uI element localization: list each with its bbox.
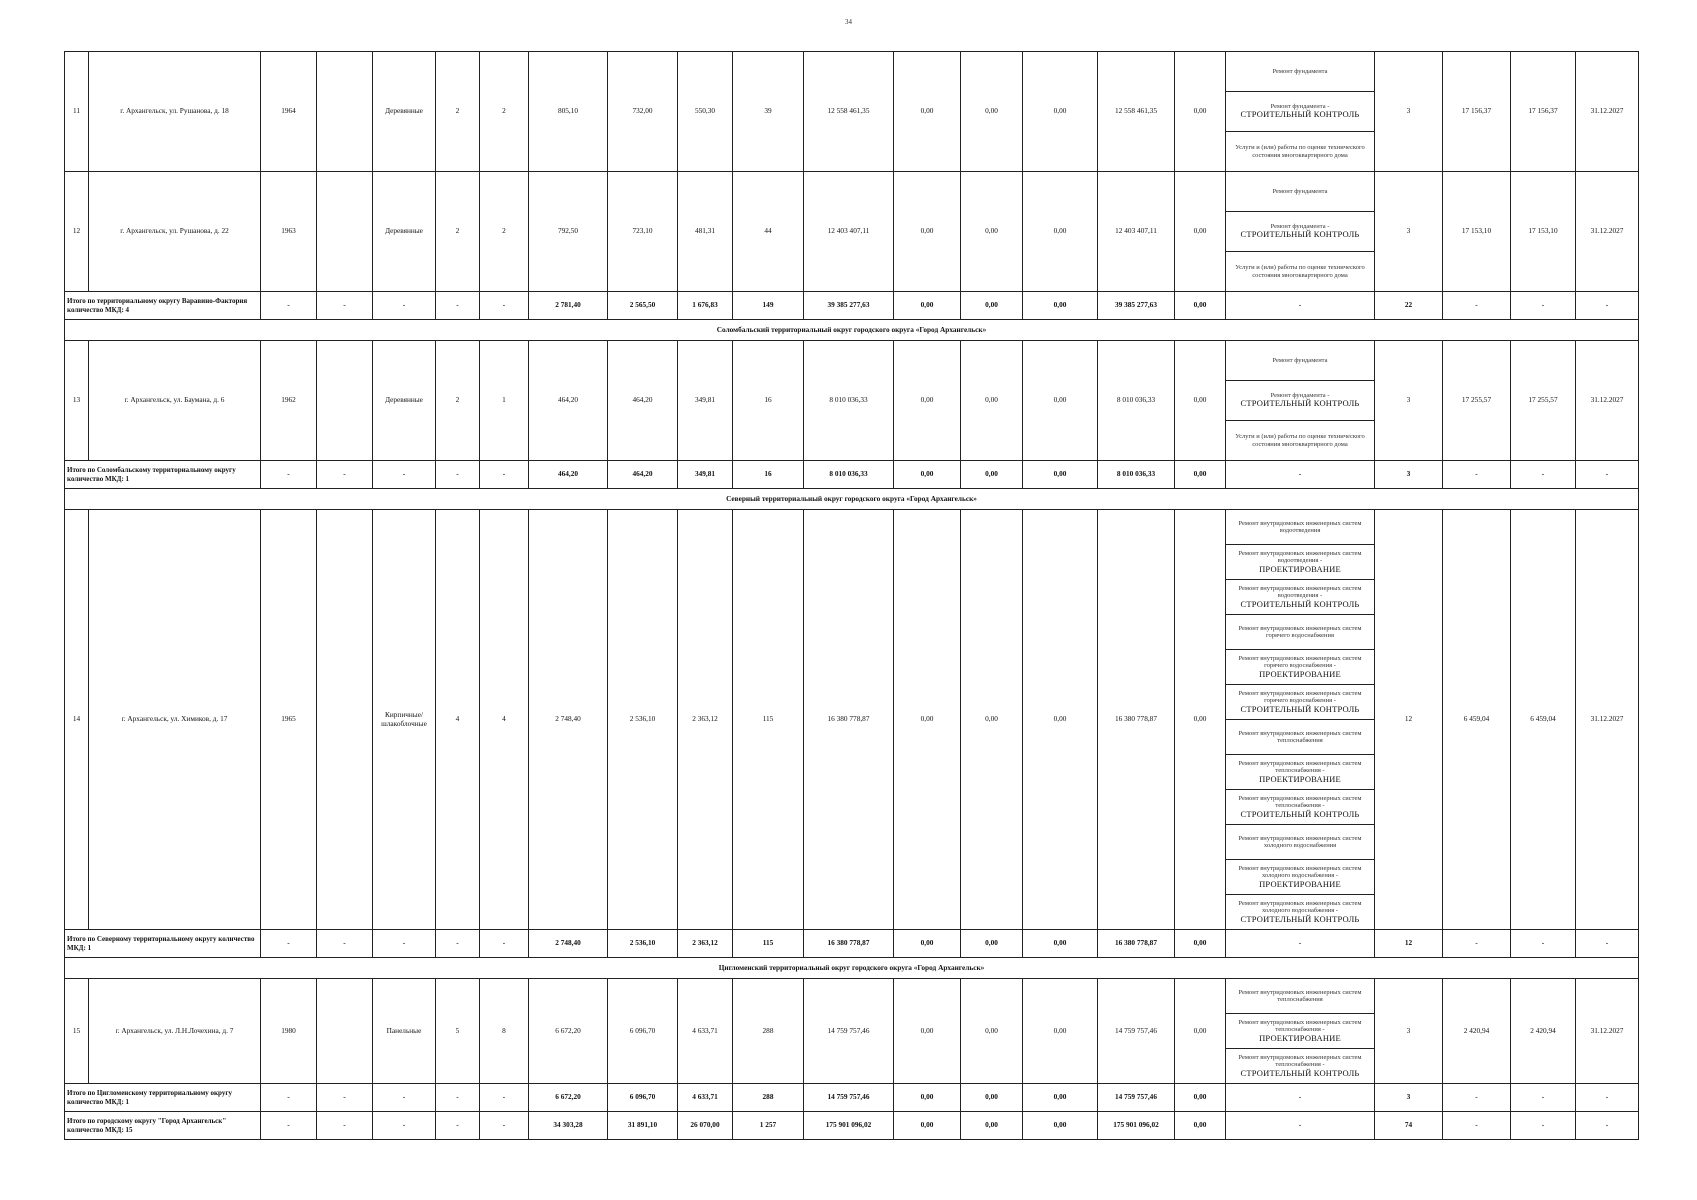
subtotal-cost-fund: 0,00 — [894, 292, 961, 320]
area-premises: 732,00 — [608, 52, 678, 172]
object-number: 15 — [65, 979, 89, 1084]
object-number: 13 — [65, 341, 89, 461]
wall-material: Панельные — [373, 979, 436, 1084]
cost-fund: 0,00 — [894, 52, 961, 172]
work-type — [1226, 615, 1375, 650]
work-type-stage: СТРОИТЕЛЬНЫЙ КОНТРОЛЬ — [1240, 398, 1360, 409]
work-type-stage: СТРОИТЕЛЬНЫЙ КОНТРОЛЬ — [1240, 703, 1360, 714]
dash-cell: - — [261, 292, 317, 320]
work-type — [1226, 790, 1375, 825]
work-type — [1226, 341, 1375, 381]
cost-fund: 0,00 — [894, 979, 961, 1084]
work-type — [1226, 172, 1375, 212]
subtotal-cost-fund: 0,00 — [894, 1084, 961, 1112]
work-type-text: Ремонт внутридомовых инженерных систем теплоснабжения — [1238, 729, 1362, 744]
year-repair — [317, 510, 373, 930]
work-type-text: Услуги и (или) работы по оценке технического состояния многоквартирного дома — [1235, 144, 1365, 159]
dash-cell: - — [1576, 1112, 1639, 1140]
cost-owners: 8 010 036,33 — [1098, 341, 1175, 461]
subtotal-area-premises: 2 536,10 — [608, 930, 678, 958]
dash-cell: - — [1443, 1084, 1511, 1112]
subtotal-cost-budget-region: 0,00 — [961, 1084, 1023, 1112]
deadline: 31.12.2027 — [1576, 172, 1639, 292]
subtotal-total-area: 2 748,40 — [529, 930, 608, 958]
work-type — [1226, 92, 1375, 132]
cost-budget-region: 0,00 — [961, 510, 1023, 930]
work-type-stage: СТРОИТЕЛЬНЫЙ КОНТРОЛЬ — [1240, 109, 1360, 120]
year-repair — [317, 172, 373, 292]
object-number: 12 — [65, 172, 89, 292]
subtotal-total-area: 6 672,20 — [529, 1084, 608, 1112]
district-header-row — [65, 489, 1639, 510]
cost-owners: 14 759 757,46 — [1098, 979, 1175, 1084]
year-built: 1965 — [261, 510, 317, 930]
dash-cell: - — [1443, 461, 1511, 489]
deadline: 31.12.2027 — [1576, 52, 1639, 172]
subtotal-label: Итого по территориальному округу Варавино-Фактория количество МКД: 4 — [65, 292, 261, 320]
deadline: 31.12.2027 — [1576, 979, 1639, 1084]
subtotal-residents: 149 — [733, 292, 804, 320]
work-type-text: Услуги и (или) работы по оценке технического состояния многоквартирного дома — [1235, 433, 1365, 448]
dash-cell: - — [1443, 292, 1511, 320]
subtotal-cost-budget-local: 0,00 — [1023, 1112, 1098, 1140]
cost-owners: 12 558 461,35 — [1098, 52, 1175, 172]
unit-cost: 2 420,94 — [1443, 979, 1511, 1084]
dash-cell: - — [317, 1112, 373, 1140]
area-premises: 464,20 — [608, 341, 678, 461]
subtotal-residents: 1 257 — [733, 1112, 804, 1140]
subtotal-cost-fund: 0,00 — [894, 1112, 961, 1140]
work-type — [1226, 381, 1375, 421]
subtotal-works-count: 12 — [1375, 930, 1443, 958]
cost-total: 14 759 757,46 — [804, 979, 894, 1084]
dash-cell: - — [480, 1112, 529, 1140]
unit-cost: 17 255,57 — [1443, 341, 1511, 461]
object-row — [65, 172, 1639, 212]
cost-budget-local: 0,00 — [1023, 510, 1098, 930]
dash-cell: - — [1443, 1112, 1511, 1140]
cost-budget-local: 0,00 — [1023, 52, 1098, 172]
repair-program-table — [64, 51, 1639, 1140]
district-header-row — [65, 958, 1639, 979]
dash-cell: - — [480, 1084, 529, 1112]
page-number: 34 — [845, 18, 852, 26]
year-built: 1980 — [261, 979, 317, 1084]
object-row — [65, 979, 1639, 1014]
dash-cell: - — [1511, 461, 1576, 489]
object-address: г. Архангельск, ул. Рушанова, д. 22 — [89, 172, 261, 292]
district-header-row — [65, 320, 1639, 341]
subtotal-cost-other: 0,00 — [1175, 1112, 1226, 1140]
subtotal-row — [65, 461, 1639, 489]
work-type-text: Ремонт внутридомовых инженерных систем теплоснабжения - — [1238, 1018, 1362, 1034]
area-residential: 550,30 — [678, 52, 733, 172]
dash-cell: - — [317, 930, 373, 958]
total-area: 6 672,20 — [529, 979, 608, 1084]
cost-total: 8 010 036,33 — [804, 341, 894, 461]
unit-cost-limit: 17 153,10 — [1511, 172, 1576, 292]
subtotal-cost-other: 0,00 — [1175, 1084, 1226, 1112]
subtotal-cost-owners: 8 010 036,33 — [1098, 461, 1175, 489]
residents: 16 — [733, 341, 804, 461]
entrances: 2 — [480, 172, 529, 292]
unit-cost: 6 459,04 — [1443, 510, 1511, 930]
subtotal-cost-other: 0,00 — [1175, 930, 1226, 958]
subtotal-residents: 288 — [733, 1084, 804, 1112]
work-type — [1226, 755, 1375, 790]
work-type — [1226, 979, 1375, 1014]
cost-budget-local: 0,00 — [1023, 172, 1098, 292]
subtotal-row — [65, 292, 1639, 320]
work-type — [1226, 510, 1375, 545]
subtotal-cost-budget-region: 0,00 — [961, 292, 1023, 320]
dash-cell: - — [373, 292, 436, 320]
dash-cell: - — [1511, 1112, 1576, 1140]
floors: 2 — [436, 172, 480, 292]
work-type — [1226, 860, 1375, 895]
subtotal-area-residential: 4 633,71 — [678, 1084, 733, 1112]
subtotal-cost-owners: 14 759 757,46 — [1098, 1084, 1175, 1112]
work-type-text: Ремонт фундамента - — [1270, 391, 1330, 399]
object-row — [65, 341, 1639, 381]
work-type — [1226, 650, 1375, 685]
work-type — [1226, 545, 1375, 580]
cost-budget-region: 0,00 — [961, 52, 1023, 172]
area-residential: 2 363,12 — [678, 510, 733, 930]
work-type-text: Услуги и (или) работы по оценке технического состояния многоквартирного дома — [1235, 264, 1365, 279]
dash-cell: - — [480, 292, 529, 320]
area-residential: 4 633,71 — [678, 979, 733, 1084]
object-address: г. Архангельск, ул. Л.Н.Лочехина, д. 7 — [89, 979, 261, 1084]
subtotal-cost-total: 14 759 757,46 — [804, 1084, 894, 1112]
wall-material: Деревянные — [373, 52, 436, 172]
subtotal-cost-total: 8 010 036,33 — [804, 461, 894, 489]
subtotal-row — [65, 930, 1639, 958]
subtotal-cost-budget-region: 0,00 — [961, 461, 1023, 489]
dash-cell: - — [1576, 292, 1639, 320]
dash-cell: - — [1511, 292, 1576, 320]
entrances: 2 — [480, 52, 529, 172]
work-type — [1226, 1014, 1375, 1049]
cost-other: 0,00 — [1175, 979, 1226, 1084]
subtotal-area-premises: 31 891,10 — [608, 1112, 678, 1140]
area-residential: 481,31 — [678, 172, 733, 292]
dash-cell: - — [261, 1084, 317, 1112]
dash-cell: - — [317, 1084, 373, 1112]
unit-cost-limit: 17 255,57 — [1511, 341, 1576, 461]
work-type-text: Ремонт внутридомовых инженерных систем горячего водоснабжения — [1238, 624, 1362, 639]
area-residential: 349,81 — [678, 341, 733, 461]
work-type-text: Ремонт внутридомовых инженерных систем холодного водоснабжения — [1238, 834, 1362, 849]
cost-other: 0,00 — [1175, 52, 1226, 172]
object-address: г. Архангельск, ул. Рушанова, д. 18 — [89, 52, 261, 172]
subtotal-label: Итого по городскому округу "Город Архангельск" количество МКД: 15 — [65, 1112, 261, 1140]
work-type — [1226, 52, 1375, 92]
cost-total: 12 558 461,35 — [804, 52, 894, 172]
floors: 2 — [436, 341, 480, 461]
entrances: 1 — [480, 341, 529, 461]
work-type-text: Ремонт фундамента - — [1270, 222, 1330, 230]
dash-cell: - — [436, 461, 480, 489]
subtotal-row — [65, 1084, 1639, 1112]
cost-fund: 0,00 — [894, 172, 961, 292]
unit-cost: 17 153,10 — [1443, 172, 1511, 292]
subtotal-cost-budget-local: 0,00 — [1023, 461, 1098, 489]
unit-cost-limit: 2 420,94 — [1511, 979, 1576, 1084]
subtotal-cost-owners: 39 385 277,63 — [1098, 292, 1175, 320]
subtotal-area-residential: 1 676,83 — [678, 292, 733, 320]
dash-cell: - — [261, 461, 317, 489]
year-repair — [317, 52, 373, 172]
residents: 115 — [733, 510, 804, 930]
work-type-text: Ремонт внутридомовых инженерных систем холодного водоснабжения - — [1238, 864, 1362, 880]
subtotal-cost-other: 0,00 — [1175, 292, 1226, 320]
wall-material: Деревянные — [373, 341, 436, 461]
cost-budget-region: 0,00 — [961, 979, 1023, 1084]
subtotal-label: Итого по Северному территориальному округу количество МКД: 1 — [65, 930, 261, 958]
residents: 39 — [733, 52, 804, 172]
cost-other: 0,00 — [1175, 341, 1226, 461]
work-type — [1226, 212, 1375, 252]
cost-owners: 16 380 778,87 — [1098, 510, 1175, 930]
cost-fund: 0,00 — [894, 341, 961, 461]
work-type — [1226, 1049, 1375, 1084]
dash-cell: - — [317, 461, 373, 489]
unit-cost: 17 156,37 — [1443, 52, 1511, 172]
cost-total: 12 403 407,11 — [804, 172, 894, 292]
work-type-stage: ПРОЕКТИРОВАНИЕ — [1259, 668, 1341, 679]
object-row — [65, 52, 1639, 92]
works-count: 3 — [1375, 52, 1443, 172]
work-type-stage: СТРОИТЕЛЬНЫЙ КОНТРОЛЬ — [1240, 229, 1360, 240]
subtotal-works-count: 3 — [1375, 1084, 1443, 1112]
total-area: 464,20 — [529, 341, 608, 461]
total-area: 792,50 — [529, 172, 608, 292]
work-type — [1226, 685, 1375, 720]
district-title: Цигломенский территориальный округ городского округа «Город Архангельск» — [65, 958, 1639, 979]
work-type-stage: СТРОИТЕЛЬНЫЙ КОНТРОЛЬ — [1240, 913, 1360, 924]
object-address: г. Архангельск, ул. Химиков, д. 17 — [89, 510, 261, 930]
subtotal-cost-total: 39 385 277,63 — [804, 292, 894, 320]
work-type-text: Ремонт фундамента — [1272, 187, 1328, 195]
work-type-text: Ремонт внутридомовых инженерных систем водоотведения - — [1238, 549, 1362, 565]
deadline: 31.12.2027 — [1576, 341, 1639, 461]
dash-cell: - — [1576, 930, 1639, 958]
work-type-stage: СТРОИТЕЛЬНЫЙ КОНТРОЛЬ — [1240, 1067, 1360, 1078]
dash-cell: - — [373, 1084, 436, 1112]
dash-cell: - — [1576, 1084, 1639, 1112]
cost-budget-region: 0,00 — [961, 341, 1023, 461]
subtotal-cost-budget-region: 0,00 — [961, 1112, 1023, 1140]
dash-cell: - — [1576, 461, 1639, 489]
dash-cell: - — [436, 1084, 480, 1112]
work-type-stage: СТРОИТЕЛЬНЫЙ КОНТРОЛЬ — [1240, 808, 1360, 819]
work-type-text: Ремонт внутридомовых инженерных систем холодного водоснабжения - — [1238, 899, 1362, 915]
dash-cell: - — [1226, 461, 1375, 489]
total-area: 805,10 — [529, 52, 608, 172]
cost-budget-local: 0,00 — [1023, 341, 1098, 461]
floors: 5 — [436, 979, 480, 1084]
subtotal-total-area: 2 781,40 — [529, 292, 608, 320]
unit-cost-limit: 17 156,37 — [1511, 52, 1576, 172]
deadline: 31.12.2027 — [1576, 510, 1639, 930]
dash-cell: - — [1226, 292, 1375, 320]
cost-fund: 0,00 — [894, 510, 961, 930]
wall-material: Кирпичные/шлакоблочные — [373, 510, 436, 930]
dash-cell: - — [373, 1112, 436, 1140]
subtotal-cost-budget-region: 0,00 — [961, 930, 1023, 958]
floors: 2 — [436, 52, 480, 172]
subtotal-works-count: 74 — [1375, 1112, 1443, 1140]
work-type — [1226, 421, 1375, 461]
cost-other: 0,00 — [1175, 172, 1226, 292]
subtotal-area-residential: 26 070,00 — [678, 1112, 733, 1140]
unit-cost-limit: 6 459,04 — [1511, 510, 1576, 930]
work-type — [1226, 132, 1375, 172]
work-type-text: Ремонт внутридомовых инженерных систем водоотведения — [1238, 519, 1362, 534]
subtotal-cost-fund: 0,00 — [894, 930, 961, 958]
subtotal-area-premises: 6 096,70 — [608, 1084, 678, 1112]
dash-cell: - — [436, 1112, 480, 1140]
subtotal-area-residential: 349,81 — [678, 461, 733, 489]
area-premises: 723,10 — [608, 172, 678, 292]
dash-cell: - — [261, 930, 317, 958]
cost-total: 16 380 778,87 — [804, 510, 894, 930]
residents: 288 — [733, 979, 804, 1084]
dash-cell: - — [317, 292, 373, 320]
subtotal-residents: 115 — [733, 930, 804, 958]
subtotal-residents: 16 — [733, 461, 804, 489]
subtotal-area-residential: 2 363,12 — [678, 930, 733, 958]
district-title: Северный территориальный округ городского округа «Город Архангельск» — [65, 489, 1639, 510]
year-repair — [317, 341, 373, 461]
year-built: 1962 — [261, 341, 317, 461]
subtotal-total-area: 464,20 — [529, 461, 608, 489]
work-type-text: Ремонт внутридомовых инженерных систем горячего водоснабжения - — [1238, 654, 1362, 670]
area-premises: 6 096,70 — [608, 979, 678, 1084]
works-count: 3 — [1375, 172, 1443, 292]
work-type-text: Ремонт фундамента - — [1270, 102, 1330, 110]
subtotal-row — [65, 1112, 1639, 1140]
floors: 4 — [436, 510, 480, 930]
subtotal-cost-other: 0,00 — [1175, 461, 1226, 489]
object-row — [65, 510, 1639, 545]
dash-cell: - — [1511, 1084, 1576, 1112]
work-type-text: Ремонт внутридомовых инженерных систем теплоснабжения - — [1238, 759, 1362, 775]
total-area: 2 748,40 — [529, 510, 608, 930]
dash-cell: - — [436, 292, 480, 320]
subtotal-label: Итого по Цигломенскому территориальному округу количество МКД: 1 — [65, 1084, 261, 1112]
subtotal-cost-owners: 175 901 096,02 — [1098, 1112, 1175, 1140]
year-repair — [317, 979, 373, 1084]
wall-material: Деревянные — [373, 172, 436, 292]
subtotal-cost-total: 16 380 778,87 — [804, 930, 894, 958]
entrances: 4 — [480, 510, 529, 930]
dash-cell: - — [436, 930, 480, 958]
dash-cell: - — [373, 461, 436, 489]
subtotal-total-area: 34 303,28 — [529, 1112, 608, 1140]
work-type — [1226, 720, 1375, 755]
subtotal-area-premises: 464,20 — [608, 461, 678, 489]
work-type-text: Ремонт внутридомовых инженерных систем водоотведения - — [1238, 584, 1362, 600]
dash-cell: - — [1226, 1112, 1375, 1140]
work-type-text: Ремонт внутридомовых инженерных систем горячего водоснабжения - — [1238, 689, 1362, 705]
work-type-stage: ПРОЕКТИРОВАНИЕ — [1259, 1032, 1341, 1043]
works-count: 12 — [1375, 510, 1443, 930]
subtotal-cost-budget-local: 0,00 — [1023, 292, 1098, 320]
cost-budget-local: 0,00 — [1023, 979, 1098, 1084]
work-type-text: Ремонт фундамента — [1272, 67, 1328, 75]
work-type — [1226, 825, 1375, 860]
dash-cell: - — [480, 930, 529, 958]
area-premises: 2 536,10 — [608, 510, 678, 930]
cost-other: 0,00 — [1175, 510, 1226, 930]
dash-cell: - — [1226, 930, 1375, 958]
work-type-stage: ПРОЕКТИРОВАНИЕ — [1259, 563, 1341, 574]
dash-cell: - — [261, 1112, 317, 1140]
cost-budget-region: 0,00 — [961, 172, 1023, 292]
year-built: 1963 — [261, 172, 317, 292]
work-type-stage: ПРОЕКТИРОВАНИЕ — [1259, 773, 1341, 784]
subtotal-cost-budget-local: 0,00 — [1023, 930, 1098, 958]
work-type — [1226, 580, 1375, 615]
dash-cell: - — [373, 930, 436, 958]
work-type — [1226, 895, 1375, 930]
entrances: 8 — [480, 979, 529, 1084]
subtotal-works-count: 22 — [1375, 292, 1443, 320]
work-type-text: Ремонт фундамента — [1272, 356, 1328, 364]
dash-cell: - — [1511, 930, 1576, 958]
district-title: Соломбальский территориальный округ городского округа «Город Архангельск» — [65, 320, 1639, 341]
subtotal-cost-budget-local: 0,00 — [1023, 1084, 1098, 1112]
work-type-text: Ремонт внутридомовых инженерных систем теплоснабжения - — [1238, 1053, 1362, 1069]
object-number: 14 — [65, 510, 89, 930]
dash-cell: - — [1443, 930, 1511, 958]
subtotal-label: Итого по Соломбальскому территориальному округу количество МКД: 1 — [65, 461, 261, 489]
year-built: 1964 — [261, 52, 317, 172]
cost-owners: 12 403 407,11 — [1098, 172, 1175, 292]
residents: 44 — [733, 172, 804, 292]
works-count: 3 — [1375, 979, 1443, 1084]
object-address: г. Архангельск, ул. Баумана, д. 6 — [89, 341, 261, 461]
works-count: 3 — [1375, 341, 1443, 461]
dash-cell: - — [1226, 1084, 1375, 1112]
work-type-text: Ремонт внутридомовых инженерных систем теплоснабжения — [1238, 988, 1362, 1003]
subtotal-area-premises: 2 565,50 — [608, 292, 678, 320]
subtotal-cost-total: 175 901 096,02 — [804, 1112, 894, 1140]
subtotal-cost-owners: 16 380 778,87 — [1098, 930, 1175, 958]
subtotal-cost-fund: 0,00 — [894, 461, 961, 489]
dash-cell: - — [480, 461, 529, 489]
work-type-text: Ремонт внутридомовых инженерных систем теплоснабжения - — [1238, 794, 1362, 810]
work-type — [1226, 252, 1375, 292]
object-number: 11 — [65, 52, 89, 172]
subtotal-works-count: 3 — [1375, 461, 1443, 489]
work-type-stage: ПРОЕКТИРОВАНИЕ — [1259, 878, 1341, 889]
work-type-stage: СТРОИТЕЛЬНЫЙ КОНТРОЛЬ — [1240, 598, 1360, 609]
